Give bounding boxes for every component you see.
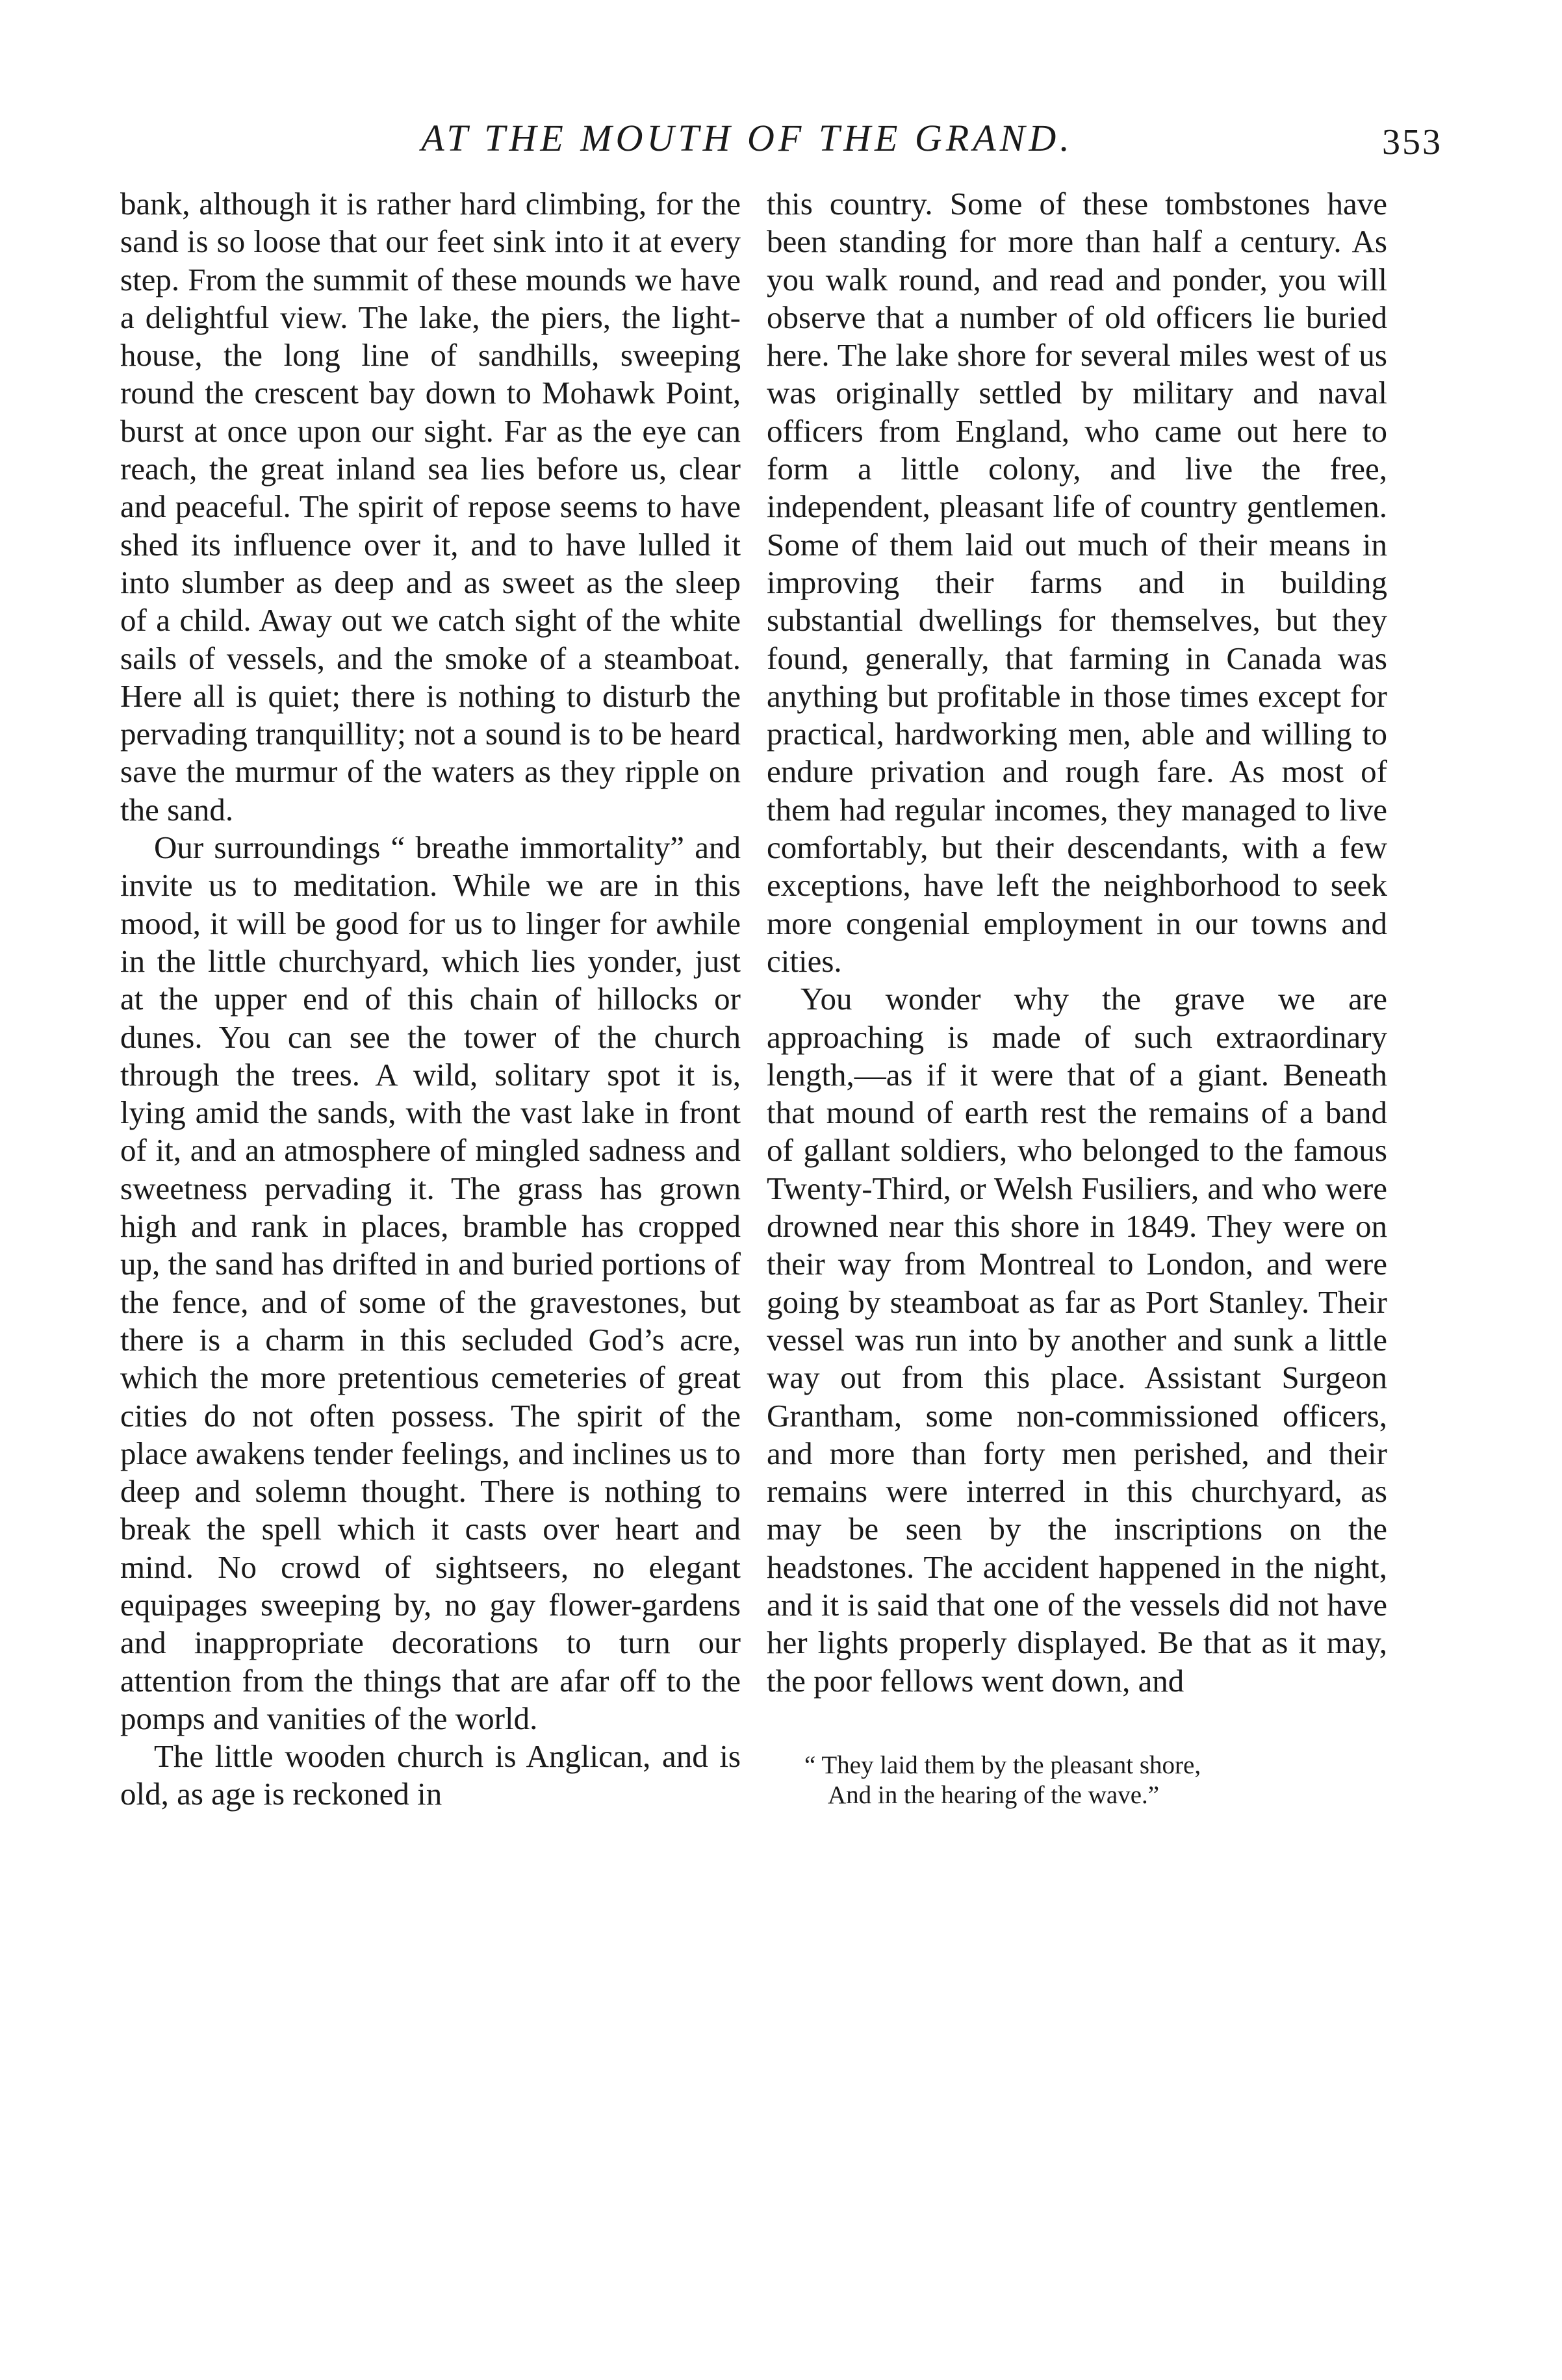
left-column xyxy=(120,185,741,1814)
right-column xyxy=(767,185,1387,1810)
paragraph: bank, although it is rather hard climbing, for the sand is so loose that our feet sink into it at every step. From the summit of these mounds we have a delightful view. The lake, the piers, the light-house, the long line of sandhills, sweeping round the crescent bay down to Mohawk Point, burst at once upon our sight. Far as the eye can reach, the great inland sea lies before us, clear and peaceful. The spirit of repose seems to have shed its influence over it, and to have lulled it into slumber as deep and as sweet as the sleep of a child. Away out we catch sight of the white sails of vessels, and the smoke of a steamboat. Here all is quiet; there is nothing to disturb the pervading tranquillity; not a sound is to be heard save the murmur of the waters as they ripple on the sand. xyxy=(120,186,741,828)
verse-quotation xyxy=(804,1751,1387,1810)
verse-line: And in the hearing of the wave.” xyxy=(828,1780,1160,1809)
running-title: AT THE MOUTH OF THE GRAND. xyxy=(421,117,1073,159)
paragraph: The little wooden church is Anglican, and is old, as age is reckoned in xyxy=(120,1738,741,1812)
verse-line: “ They laid them by the pleasant shore, xyxy=(804,1751,1201,1779)
page-number: 353 xyxy=(1382,122,1442,162)
paragraph: You wonder why the grave we are approaching is made of such extraordinary length,—as if it were that of a giant. Beneath that mound of earth rest the remains of a band of gallant soldiers, who belonged to the famous Twenty-Third, or Welsh Fusiliers, and who were drowned near this shore in 1849. They were on their way from Montreal to London, and were going by steamboat as far as Port Stanley. Their vessel was run into by another and sunk a little way out from this place. Assistant Surgeon Grantham, some non-commissioned officers, and more than forty men perished, and their remains were interred in this churchyard, as may be seen by the inscriptions on the headstones. The accident happened in the night, and it is said that one of the vessels did not have her lights properly displayed. Be that as it may, the poor fellows went down, and xyxy=(767,981,1387,1699)
paragraph: this country. Some of these tombstones have been standing for more than half a century. As you walk round, and read and ponder, you will observe that a number of old officers lie buried here. The lake shore for several miles west of us was originally settled by military and naval officers from England, who came out here to form a little colony, and live the free, independent, pleasant life of country gentlemen. Some of them laid out much of their means in improving their farms and in building substantial dwellings for themselves, but they found, generally, that farming in Canada was anything but profitable in those times except for practical, hardworking men, able and willing to endure privation and rough fare. As most of them had regular incomes, they managed to live comfortably, but their descendants, with a few exceptions, have left the neighborhood to seek more congenial employment in our towns and cities. xyxy=(767,186,1387,979)
paragraph: Our surroundings “ breathe immortality” and invite us to meditation. While we are in this mood, it will be good for us to linger for awhile in the little churchyard, which lies yonder, just at the upper end of this chain of hillocks or dunes. You can see the tower of the church through the trees. A wild, solitary spot it is, lying amid the sands, with the vast lake in front of it, and an atmosphere of mingled sadness and sweetness pervading it. The grass has grown high and rank in places, bramble has cropped up, the sand has drifted in and buried portions of the fence, and of some of the gravestones, but there is a charm in this secluded God’s acre, which the more pretentious cemeteries of great cities do not often possess. The spirit of the place awakens tender feelings, and inclines us to deep and solemn thought. There is nothing to break the spell which it casts over heart and mind. No crowd of sightseers, no elegant equipages sweeping by, no gay flower-gardens and inappropriate decorations to turn our attention from the things that are afar off to the pomps and vanities of the world. xyxy=(120,829,741,1736)
